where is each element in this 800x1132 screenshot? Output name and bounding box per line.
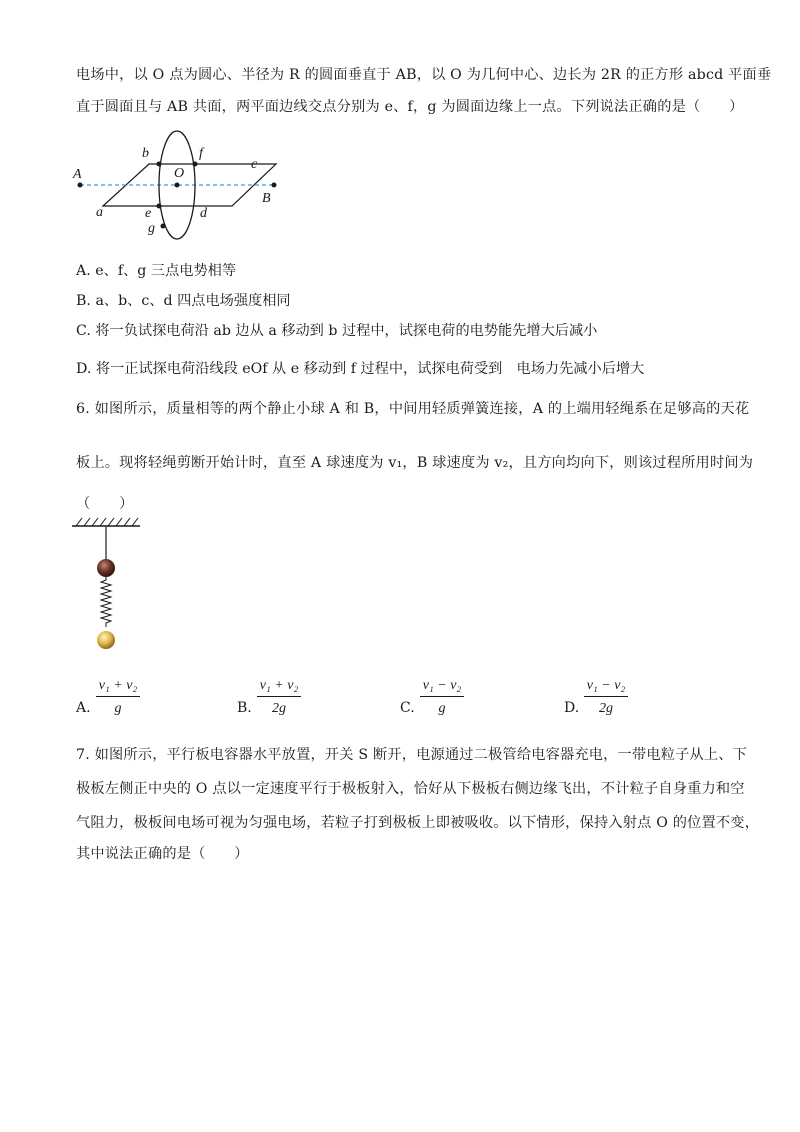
- q6-choice-d-numerator: v₁ − v₂: [584, 678, 628, 697]
- q6-choice-c-label: C.: [400, 700, 415, 716]
- q6-choice-b: [237, 678, 327, 722]
- q6-choice-a: [76, 678, 166, 722]
- ball-b: [97, 631, 115, 649]
- point-o-dot: [175, 183, 180, 188]
- q6-choice-b-label: B.: [237, 700, 252, 716]
- q5-option-c: C. 将一负试探电荷沿 ab 边从 a 移动到 b 过程中，试探电荷的电势能先增大后减小: [76, 323, 598, 339]
- q5-figure-field-diagram: [70, 128, 290, 244]
- q6-choice-a-fraction: [96, 678, 140, 717]
- ball-a: [97, 559, 115, 577]
- q7-stem-line-2: 极板左侧正中央的 O 点以一定速度平行于极板射入，恰好从下极板右侧边缘飞出，不计粒子自身重力和空: [76, 781, 745, 797]
- q5-option-d: D. 将一正试探电荷沿线段 eOf 从 e 移动到 f 过程中，试探电荷受到 电场力先减小后增大: [76, 361, 645, 377]
- q6-choice-b-denominator: 2g: [272, 701, 286, 716]
- point-b-dot: [272, 183, 277, 188]
- q7-stem-line-1: 7. 如图所示，平行板电容器水平放置，开关 S 断开，电源通过二极管给电容器充电，一带电粒子从上、下: [76, 747, 748, 763]
- label-g: g: [148, 221, 155, 236]
- q6-choice-d-fraction: [584, 678, 628, 717]
- label-b-point: B: [262, 191, 271, 206]
- q6-choice-a-denominator: g: [114, 701, 122, 716]
- q6-choice-d-denominator: 2g: [599, 701, 613, 716]
- q6-choice-b-fraction: [257, 678, 301, 717]
- q6-figure-spring-balls: [70, 516, 146, 654]
- label-c-corner: c: [251, 157, 258, 172]
- q6-choice-c: [400, 678, 490, 722]
- q6-choice-c-numerator: v₁ − v₂: [420, 678, 464, 697]
- q5-stem-line-2: 直于圆面且与 AB 共面，两平面边线交点分别为 e、f，g 为圆面边缘上一点。下列说法正确的是（ ）: [76, 99, 744, 115]
- q6-choice-c-fraction: [420, 678, 464, 717]
- spring: [101, 577, 111, 627]
- q6-choice-a-label: A.: [76, 700, 91, 716]
- q7-stem-line-4: 其中说法正确的是（ ）: [76, 846, 249, 862]
- ceiling-hatch: [76, 518, 138, 526]
- q6-choice-a-numerator: v₁ + v₂: [96, 678, 140, 697]
- label-d-corner: d: [200, 206, 207, 221]
- label-b-corner: b: [142, 146, 149, 161]
- label-a-corner: a: [96, 205, 103, 220]
- point-f-dot: [193, 162, 198, 167]
- q5-option-a: A. e、f、g 三点电势相等: [76, 263, 237, 279]
- q6-choice-d-label: D.: [564, 700, 580, 716]
- label-e: e: [145, 206, 152, 221]
- q6-stem-line-3: （ ）: [76, 496, 134, 512]
- q6-choice-d: [564, 678, 654, 722]
- point-e-dot: [157, 204, 162, 209]
- q7-stem-line-3: 气阻力，极板间电场可视为匀强电场，若粒子打到极板上即被吸收。以下情形，保持入射点 O 的位置不变，: [76, 815, 760, 831]
- q5-stem-line-1: 电场中，以 O 点为圆心、半径为 R 的圆面垂直于 AB，以 O 为几何中心、边长为 2R 的正方形 abcd 平面垂: [76, 67, 772, 83]
- q6-stem-line-1: 6. 如图所示，质量相等的两个静止小球 A 和 B，中间用轻质弹簧连接，A 的上端用轻绳系在足够高的天花: [76, 401, 750, 417]
- point-g-dot: [161, 224, 166, 229]
- label-f: f: [199, 146, 203, 161]
- label-a-point: A: [73, 167, 82, 182]
- q5-option-b: B. a、b、c、d 四点电场强度相同: [76, 293, 291, 309]
- point-f-side-dot: [157, 162, 162, 167]
- point-a-dot: [78, 183, 83, 188]
- q6-choice-b-numerator: v₁ + v₂: [257, 678, 301, 697]
- q6-stem-line-2: 板上。现将轻绳剪断开始计时，直至 A 球速度为 v₁，B 球速度为 v₂，且方向均向下，则该过程所用时间为: [76, 455, 754, 471]
- label-o: O: [174, 166, 185, 181]
- q6-choice-c-denominator: g: [438, 701, 446, 716]
